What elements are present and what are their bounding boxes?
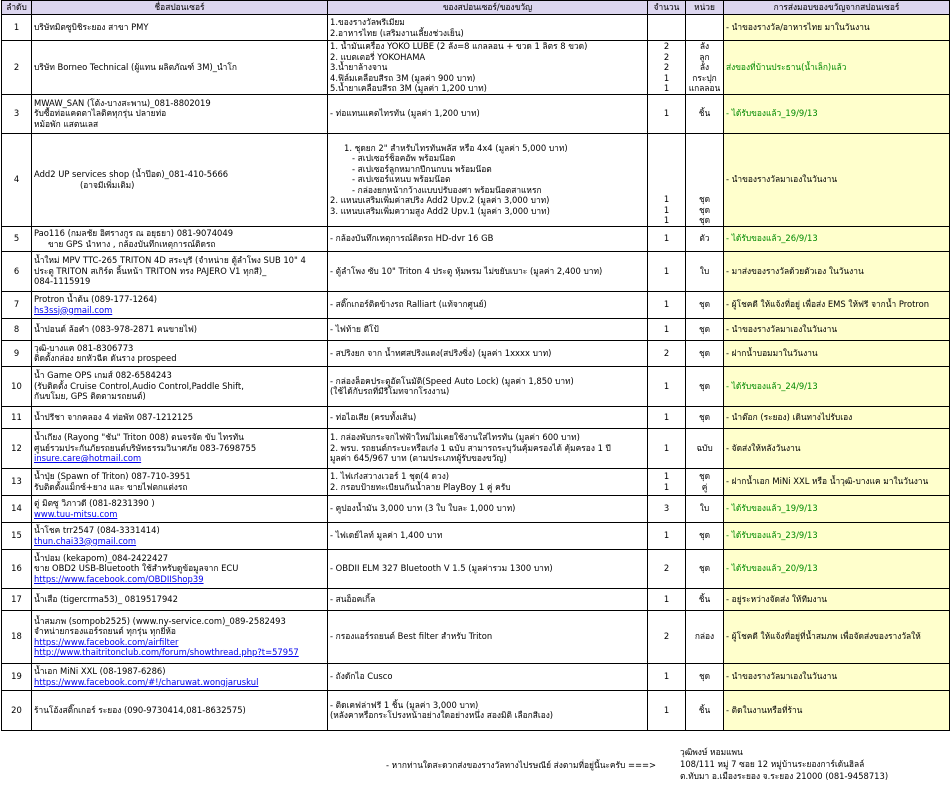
- unit-value: ชุด: [698, 471, 711, 481]
- row-number: 9: [2, 340, 32, 366]
- unit-value: ชุด: [698, 204, 711, 215]
- unit-cell: [686, 15, 724, 41]
- delivery-status: - ฝากน้ำบอมมาในวันงาน: [724, 340, 950, 366]
- gift-cell: [328, 340, 648, 366]
- qty-cell: [648, 522, 686, 549]
- sponsor-line: น้ำปรีชา จากคลอง 4 ท่อพัท 087-1212125: [34, 411, 194, 422]
- table-row: [2, 94, 950, 133]
- sponsor-line: (อาจมีเพิ่มเติม): [80, 179, 135, 190]
- table-row: [2, 340, 950, 366]
- sponsor-cell: [32, 588, 328, 610]
- gift-line: - ท่อไอเสีย (ครบทั้งเส้น): [330, 411, 417, 422]
- unit-value: ชุด: [698, 347, 711, 358]
- delivery-status: - นำของรางวัลมาเองในวันงาน: [724, 663, 950, 690]
- unit-value: ชิ้น: [698, 593, 711, 604]
- unit-cell: [686, 94, 724, 133]
- qty-cell: [648, 226, 686, 251]
- sponsor-line: น้ำสมภพ (sompob2525) (www.ny-service.com)_089-2582493: [34, 615, 286, 626]
- qty-value: 2: [663, 41, 670, 51]
- row-number: 17: [2, 588, 32, 610]
- sponsor-cell: [32, 468, 328, 495]
- delivery-status: - นำของรางวัล/อาหารไทย มาในวันงาน: [724, 15, 950, 41]
- gift-cell: [328, 291, 648, 318]
- unit-cell: [686, 468, 724, 495]
- header-row: [2, 1, 950, 15]
- gift-line: (ใช้ได้กับรถที่มีรีโมทจากโรงงาน): [330, 386, 450, 396]
- address-line: ต.ทับมา อ.เมืองระยอง จ.ระยอง 21000 (081-9458713): [680, 771, 889, 781]
- unit-value: ชุด: [698, 299, 711, 310]
- delivery-status: - ติดในงานหรือที่ร้าน: [724, 690, 950, 730]
- unit-cell: [686, 549, 724, 588]
- unit-value: ชุด: [698, 671, 711, 682]
- header-gift: ของสปอนเซอร์/ของขวัญ: [328, 1, 648, 15]
- qty-cell: [648, 291, 686, 318]
- row-number: 7: [2, 291, 32, 318]
- sponsor-cell: [32, 251, 328, 291]
- sponsor-line: น้ำใหม่ MPV TTC-265 TRITON 4D สระบุรี (จำหน่าย ตู้ลำโพง SUB 10" 4: [34, 255, 306, 266]
- qty-value: 1: [663, 194, 670, 204]
- footer-note: - หากท่านใดสะดวกส่งของรางวัลทางไปรษณีย์ ส่งตามที่อยู่นี้นะครับ ===>: [386, 760, 657, 770]
- table-row: [2, 663, 950, 690]
- row-number: 6: [2, 251, 32, 291]
- unit-value: ตัว: [699, 233, 710, 244]
- gift-line: - ถังดักไอ Cusco: [330, 671, 393, 682]
- sponsor-table: [1, 0, 950, 731]
- unit-cell: [686, 366, 724, 406]
- unit-value: ชุด: [698, 380, 711, 391]
- table-row: [2, 522, 950, 549]
- sponsor-link[interactable]: insure.care@hotmail.com: [34, 453, 142, 464]
- gift-line: - OBDII ELM 327 Bluetooth V 1.5 (มูลค่ารวม 1300 บาท): [330, 563, 553, 574]
- delivery-status: - ได้รับของแล้ว_20/9/13: [724, 549, 950, 588]
- gift-line: - กล้องบันทึกเหตุการณ์ติดรถ HD-dvr 16 GB: [330, 233, 494, 244]
- row-number: 14: [2, 495, 32, 522]
- sponsor-cell: [32, 226, 328, 251]
- sponsor-line: Add2 UP services shop (น้ำป๊อด)_081-410-5666: [34, 169, 229, 179]
- delivery-status: - ได้รับของแล้ว_23/9/13: [724, 522, 950, 549]
- gift-cell: [328, 15, 648, 41]
- row-number: 5: [2, 226, 32, 251]
- table-row: [2, 468, 950, 495]
- unit-value: กระปุก: [692, 72, 717, 83]
- qty-value: 2: [663, 62, 670, 72]
- gift-line: 2. แหนบเสริมเพิ่มค่าสปริง Add2 Upv.2 (มูลค่า 3,000 บาท): [330, 195, 550, 206]
- qty-value: 1: [663, 83, 670, 93]
- unit-cell: [686, 428, 724, 468]
- qty-value: 2: [663, 51, 670, 62]
- delivery-status: - ฝากน้ำเอก MiNi XXL หรือ น้ำวุฒิ-บางแค มาในวันงาน: [724, 468, 950, 495]
- sponsor-cell: [32, 340, 328, 366]
- gift-line: 1. น้ำมันเครื่อง YOKO LUBE (2 ลัง=8 แกลลอน + ขวด 1 ลิตร 8 ขวด): [330, 41, 588, 51]
- gift-cell: [328, 663, 648, 690]
- gift-line: (หลังคาหรือกระโปรงหน้าอย่างใดอย่างหนึ่ง สองมิติ เลือกสีเอง): [330, 710, 554, 720]
- qty-value: 2: [663, 347, 670, 358]
- gift-line: - สติ๊กเกอร์ติดข้างรถ Ralliart (แท้จากศูนย์): [330, 299, 487, 310]
- sponsor-link[interactable]: https://www.facebook.com/OBDIIShop39: [34, 573, 204, 584]
- qty-value: 2: [663, 563, 670, 574]
- sponsor-line: ร้านโอ้งสติ๊กเกอร์ ระยอง (090-9730414,081-8632575): [34, 704, 246, 715]
- sponsor-line: ขาย OBD2 USB-Bluetooth ใช้สำหรับดูข้อมูลจาก ECU: [34, 563, 239, 574]
- sponsor-link[interactable]: www.tuu-mitsu.com: [34, 508, 118, 519]
- unit-value: ฉบับ: [696, 442, 713, 453]
- gift-line: - กล่องล็อคประตูอัตโนมัติ(Speed Auto Lock) (มูลค่า 1,850 บาท): [330, 375, 574, 386]
- gift-line: 3.น้ำยาล้างจาน: [330, 62, 388, 72]
- gift-line: - คูปองน้ำมัน 3,000 บาท (3 ใบ ใบละ 1,000 บาท): [330, 503, 516, 514]
- sponsor-cell: [32, 406, 328, 428]
- unit-cell: [686, 340, 724, 366]
- sponsor-line: น้ำปุ่ย (Spawn of Triton) 087-710-3951: [34, 471, 191, 481]
- unit-cell: [686, 406, 724, 428]
- qty-value: 1: [663, 265, 670, 276]
- gift-cell: [328, 94, 648, 133]
- row-number: 12: [2, 428, 32, 468]
- sponsor-link[interactable]: https://www.facebook.com/airfilter: [34, 636, 179, 647]
- delivery-status: - ได้รับของแล้ว_24/9/13: [724, 366, 950, 406]
- sponsor-line: วุฒิ-บางแค 081-8306773: [34, 342, 134, 353]
- gift-line: - สเปเซอร์แหนบ พร้อมน๊อต: [352, 174, 451, 185]
- sponsor-line: 084-1115919: [34, 276, 91, 287]
- sponsor-cell: [32, 495, 328, 522]
- unit-cell: [686, 588, 724, 610]
- gift-line: 2.อาหารไทย (เสริมงานเลี้ยงช่วงเย็น): [330, 27, 464, 38]
- sponsor-cell: [32, 15, 328, 41]
- unit-value: ชุด: [698, 530, 711, 541]
- qty-value: 1: [663, 671, 670, 682]
- sponsor-line: Protron น้ำต้น (089-177-1264): [34, 294, 158, 304]
- qty-cell: [648, 251, 686, 291]
- row-number: 1: [2, 15, 32, 41]
- header-no: ลำดับ: [2, 1, 32, 15]
- table-row: [2, 610, 950, 663]
- table-row: [2, 226, 950, 251]
- gift-cell: [328, 226, 648, 251]
- row-number: 11: [2, 406, 32, 428]
- sponsor-line: น้ำปอม (kekapom)_084-2422427: [34, 552, 169, 563]
- gift-cell: [328, 495, 648, 522]
- qty-value: 1: [663, 72, 670, 83]
- qty-value: 1: [663, 380, 670, 391]
- gift-line: 2. แบตเตอรี่ YOKOHAMA: [330, 51, 426, 62]
- header-delivery: การส่งมอบของขวัญจากสปอนเซอร์: [724, 1, 950, 15]
- table-row: [2, 41, 950, 95]
- table-row: [2, 588, 950, 610]
- row-number: 3: [2, 94, 32, 133]
- sponsor-cell: [32, 663, 328, 690]
- gift-line: - ท่อแทนแคตไทรทัน (มูลค่า 1,200 บาท): [330, 108, 480, 119]
- qty-cell: [648, 94, 686, 133]
- unit-value: ลูก: [699, 51, 710, 62]
- row-number: 2: [2, 41, 32, 95]
- qty-cell: [648, 610, 686, 663]
- row-number: 4: [2, 133, 32, 226]
- table-row: [2, 549, 950, 588]
- sponsor-line: น้ำ Game OPS เกมส์ 082-6584243: [34, 370, 172, 381]
- sponsor-line: รับซื้อท่อแคตตาไลติคทุกรุ่น ปลายท่อ: [34, 108, 167, 119]
- unit-value: ลัง: [699, 62, 710, 72]
- sponsor-cell: [32, 690, 328, 730]
- delivery-status: - นำของรางวัลมาเองในวันงาน: [724, 318, 950, 340]
- header-sponsor: ชื่อสปอนเซอร์: [32, 1, 328, 15]
- unit-cell: [686, 251, 724, 291]
- unit-cell: [686, 41, 724, 95]
- qty-cell: [648, 663, 686, 690]
- unit-cell: [686, 663, 724, 690]
- unit-cell: [686, 291, 724, 318]
- footer-address: [680, 746, 888, 782]
- gift-line: - สนอ็อคเกิ้ล: [330, 593, 376, 604]
- gift-line: 5.น้ำยาเคลือบสีรถ 3M (มูลค่า 1,200 บาท): [330, 83, 487, 93]
- sponsor-line: น้ำเสือ (tigercrma53)_ 0819517942: [34, 593, 178, 604]
- qty-cell: [648, 428, 686, 468]
- footer: [0, 736, 950, 794]
- row-number: 15: [2, 522, 32, 549]
- row-number: 13: [2, 468, 32, 495]
- table-row: [2, 406, 950, 428]
- sponsor-cell: [32, 133, 328, 226]
- sponsor-cell: [32, 366, 328, 406]
- sponsor-line: น้ำเกียง (Rayong "ชัน" Triton 008) ตนจรจัด ขับ ไทรทัน: [34, 432, 244, 443]
- gift-line: มูลค่า 645/967 บาท (ตามประเภทผู้รับของขวัญ): [330, 453, 507, 464]
- unit-cell: [686, 522, 724, 549]
- sponsor-line: จำหน่ายกรองแอร์รถยนต์ ทุกรุ่น ทุกยี่ห้อ: [34, 626, 176, 636]
- qty-value: 1: [663, 593, 670, 604]
- gift-cell: [328, 406, 648, 428]
- unit-cell: [686, 610, 724, 663]
- gift-line: 1. ไฟเก๋งสวางเวอร์ 1 ชุด(4 ดวง): [330, 471, 450, 481]
- qty-value: 1: [663, 442, 670, 453]
- qty-value: 1: [663, 215, 670, 225]
- sponsor-line: น้ำโชค trr2547 (084-3331414): [34, 525, 160, 535]
- qty-value: 1: [663, 411, 670, 422]
- gift-cell: [328, 588, 648, 610]
- qty-value: 1: [663, 481, 670, 492]
- sponsor-line: กันขโมย, GPS ติดตามรถยนต์): [34, 391, 146, 402]
- qty-value: 1: [663, 233, 670, 244]
- qty-value: 2: [663, 631, 670, 642]
- sponsor-line: น้ำปอนด์ ล้อคำ (083-978-2871 คนขายไฟ): [34, 323, 198, 334]
- sponsor-link[interactable]: thun.chai33@gmail.com: [34, 535, 137, 546]
- unit-cell: [686, 226, 724, 251]
- gift-cell: [328, 428, 648, 468]
- gift-line: 3. แหนบเสริมเพิ่มความสูง Add2 Upv.1 (มูลค่า 3,000 บาท): [330, 205, 550, 216]
- row-number: 16: [2, 549, 32, 588]
- unit-value: กล่อง: [694, 631, 715, 642]
- table-row: [2, 15, 950, 41]
- delivery-status: - นำต๊อก (ระยอง) เดินทางไปรับเอง: [724, 406, 950, 428]
- sponsor-cell: [32, 428, 328, 468]
- delivery-status: - ได้รับของแล้ว_19/9/13: [724, 495, 950, 522]
- qty-cell: [648, 366, 686, 406]
- qty-cell: [648, 588, 686, 610]
- qty-cell: [648, 133, 686, 226]
- sponsor-cell: [32, 94, 328, 133]
- qty-value: 1: [663, 471, 670, 481]
- sponsor-line: หม้อพัก แสตนเลส: [34, 118, 99, 129]
- unit-cell: [686, 133, 724, 226]
- qty-cell: [648, 41, 686, 95]
- sponsor-cell: [32, 318, 328, 340]
- sponsor-line: ติดตั้งกล่อง ยกหัวฉีด ดันราง prospeed: [34, 353, 177, 363]
- delivery-status: - ได้รับของแล้ว_26/9/13: [724, 226, 950, 251]
- table-row: [2, 251, 950, 291]
- gift-line: 1. กล่องพับกระจกไฟฟ้าใหม่ไม่เคยใช้งานใส่ไทรทัน (มูลค่า 600 บาท): [330, 432, 580, 443]
- delivery-status: - นำของรางวัลมาเองในวันงาน: [724, 133, 950, 226]
- gift-line: - กรองแอร์รถยนต์ Best filter สำหรับ Triton: [330, 631, 493, 642]
- sponsor-line: (รับติดตั้ง Cruise Control,Audio Control,Paddle Shift,: [34, 380, 244, 391]
- row-number: 20: [2, 690, 32, 730]
- delivery-status: - มาส่งของรางวัลด้วยตัวเอง ในวันงาน: [724, 251, 950, 291]
- sponsor-line: Pao116 (กมลชัย อิศรางกูร ณ อยุธยา) 081-9074049: [34, 228, 234, 238]
- unit-value: ชิ้น: [698, 704, 711, 715]
- sponsor-line: ขาย GPS นำทาง , กล้องบันทึกเหตุการณ์ติดรถ: [48, 238, 216, 249]
- qty-value: 1: [663, 530, 670, 541]
- qty-value: 1: [663, 323, 670, 334]
- sponsor-line: ประตู TRITON สเกิร์ต ลิ้นหน้า TRITON ทรง PAJERO V1 ทุกสี)_: [34, 265, 267, 276]
- header-qty: จำนวน: [648, 1, 686, 15]
- qty-cell: [648, 468, 686, 495]
- delivery-status: - จัดส่งให้หลังวันงาน: [724, 428, 950, 468]
- gift-cell: [328, 133, 648, 226]
- gift-cell: [328, 318, 648, 340]
- qty-cell: [648, 549, 686, 588]
- qty-value: 1: [663, 204, 670, 215]
- sponsor-cell: [32, 291, 328, 318]
- gift-line: 4.ฟิล์มเคลือบสีรถ 3M (มูลค่า 900 บาท): [330, 72, 476, 83]
- delivery-status: - อยู่ระหว่างจัดส่ง ให้ทีมงาน: [724, 588, 950, 610]
- table-row: [2, 690, 950, 730]
- qty-value: 1: [663, 704, 670, 715]
- delivery-status: - ได้รับของแล้ว_19/9/13: [724, 94, 950, 133]
- unit-cell: [686, 495, 724, 522]
- qty-value: 1: [663, 299, 670, 310]
- row-number: 18: [2, 610, 32, 663]
- unit-value: ชุด: [698, 215, 711, 225]
- unit-value: ใบ: [699, 265, 710, 276]
- gift-line: - ไฟเดย์ไลท์ มูลค่า 1,400 บาท: [330, 530, 443, 541]
- unit-cell: [686, 690, 724, 730]
- sponsor-link[interactable]: hs3ssj@gmail.com: [34, 304, 113, 315]
- gift-cell: [328, 366, 648, 406]
- sponsor-line: บริษัทมิตซูบิชิระยอง สาขา PMY: [34, 22, 149, 33]
- sponsor-cell: [32, 549, 328, 588]
- unit-value: ชุด: [698, 563, 711, 574]
- gift-line: 2. กรอบป้ายทะเบียนกันน้ำลาย PlayBoy 1 คู่ ครับ: [330, 481, 511, 492]
- gift-line: - สเปเซอร์ช็อคอัพ พร้อมน๊อต: [352, 153, 456, 164]
- gift-line: - สปริงยก จาก น้ำทศสปริงแดง(สปริงซิ่ง) (มูลค่า 1xxxx บาท): [330, 347, 552, 358]
- sponsor-line: MWAW_SAN (โต้ง-บางสะพาน)_081-8802019: [34, 97, 211, 108]
- sponsor-line: รับติดตั้งแม็กซ์+ยาง และ ขายไฟตกแต่งรถ: [34, 481, 188, 492]
- sponsor-line: ตู่ มิตซู วิภาวดี (081-8231390 ): [34, 498, 155, 508]
- qty-value: 3: [663, 503, 670, 514]
- table-row: [2, 495, 950, 522]
- sponsor-link[interactable]: https://www.facebook.com/#!/charuwat.wongjaruskul: [34, 676, 259, 687]
- delivery-status: - ผู้โชคดี ให้แจ้งที่อยู่ เพื่อส่ง EMS ให้ฟรี จากน้ำ Protron: [724, 291, 950, 318]
- unit-value: ชุด: [698, 411, 711, 422]
- gift-cell: [328, 549, 648, 588]
- row-number: 19: [2, 663, 32, 690]
- gift-line: 1.ของรางวัลพรีเมียม: [330, 17, 405, 27]
- sponsor-line: ศูนย์รวมประกันภัยรถยนต์บริษัทธรรมวินาศภัย 083-7698755: [34, 442, 257, 453]
- unit-value: ชุด: [698, 194, 711, 204]
- unit-value: คู่: [701, 481, 708, 492]
- table-row: [2, 318, 950, 340]
- sponsor-link[interactable]: http://www.thaitritonclub.com/forum/showthread.php?t=57957: [34, 647, 299, 657]
- qty-cell: [648, 406, 686, 428]
- address-line: วุฒิพงษ์ หอมแพน: [680, 747, 743, 757]
- header-unit: หน่วย: [686, 1, 724, 15]
- sponsor-line: บริษัท Borneo Technical (ผู้แทน ผลิตภัณฑ์ 3M)_นำโก: [34, 62, 237, 72]
- gift-cell: [328, 690, 648, 730]
- delivery-status: ส่งของที่บ้านประธาน(น้ำเล็ก)แล้ว: [724, 41, 950, 95]
- gift-line: - ตู้ลำโพง ซับ 10" Triton 4 ประตู หุ้มพรม ไม่ขยับเบาะ (มูลค่า 2,400 บาท): [330, 265, 603, 276]
- delivery-status: - ผู้โชคดี ให้แจ้งที่อยู่ที่น้ำสมภพ เพื่อจัดส่งของรางวัลให้: [724, 610, 950, 663]
- address-line: 108/111 หมู่ 7 ซอย 12 หมู่บ้านระยองการ์เด้นฮิลล์: [680, 759, 865, 769]
- sponsor-line: น้ำเอก MiNi XXL (08-1987-6286): [34, 666, 166, 676]
- qty-value: 1: [663, 108, 670, 119]
- gift-line: - ติดเคฟล่าฟรี 1 ชิ้น (มูลค่า 3,000 บาท): [330, 699, 479, 710]
- row-number: 10: [2, 366, 32, 406]
- gift-line: - สเปเซอร์ลูกหมากปีกนกบน พร้อมน๊อต: [352, 163, 492, 174]
- qty-cell: [648, 318, 686, 340]
- gift-line: 1. ชุดยก 2" สำหรับไทรทันพลัส หรือ 4x4 (มูลค่า 5,000 บาท): [344, 142, 568, 153]
- sponsor-cell: [32, 522, 328, 549]
- gift-cell: [328, 468, 648, 495]
- unit-value: ชุด: [698, 323, 711, 334]
- table-row: [2, 428, 950, 468]
- table-row: [2, 291, 950, 318]
- table-row: [2, 133, 950, 226]
- gift-line: - กล่องยกหน้ากว้างแบบปรับองศา พร้อมน๊อตสาแหรก: [352, 184, 542, 195]
- qty-cell: [648, 690, 686, 730]
- sponsor-cell: [32, 610, 328, 663]
- row-number: 8: [2, 318, 32, 340]
- unit-value: ลัง: [699, 41, 710, 51]
- gift-cell: [328, 610, 648, 663]
- gift-cell: [328, 522, 648, 549]
- unit-value: ชิ้น: [698, 108, 711, 119]
- gift-line: - ไฟท้าย ดีโป้: [330, 323, 379, 334]
- gift-cell: [328, 251, 648, 291]
- gift-cell: [328, 41, 648, 95]
- unit-value: ใบ: [699, 503, 710, 514]
- table-row: [2, 366, 950, 406]
- qty-cell: [648, 495, 686, 522]
- qty-cell: [648, 340, 686, 366]
- qty-cell: [648, 15, 686, 41]
- gift-line: 2. พรบ. รถยนต์กระบะหรือเก๋ง 1 ฉบับ สามารถระบุวันคุ้มครองได้ คุ้มครอง 1 ปี: [330, 442, 611, 453]
- unit-cell: [686, 318, 724, 340]
- sponsor-cell: [32, 41, 328, 95]
- unit-value: แกลลอน: [688, 83, 721, 93]
